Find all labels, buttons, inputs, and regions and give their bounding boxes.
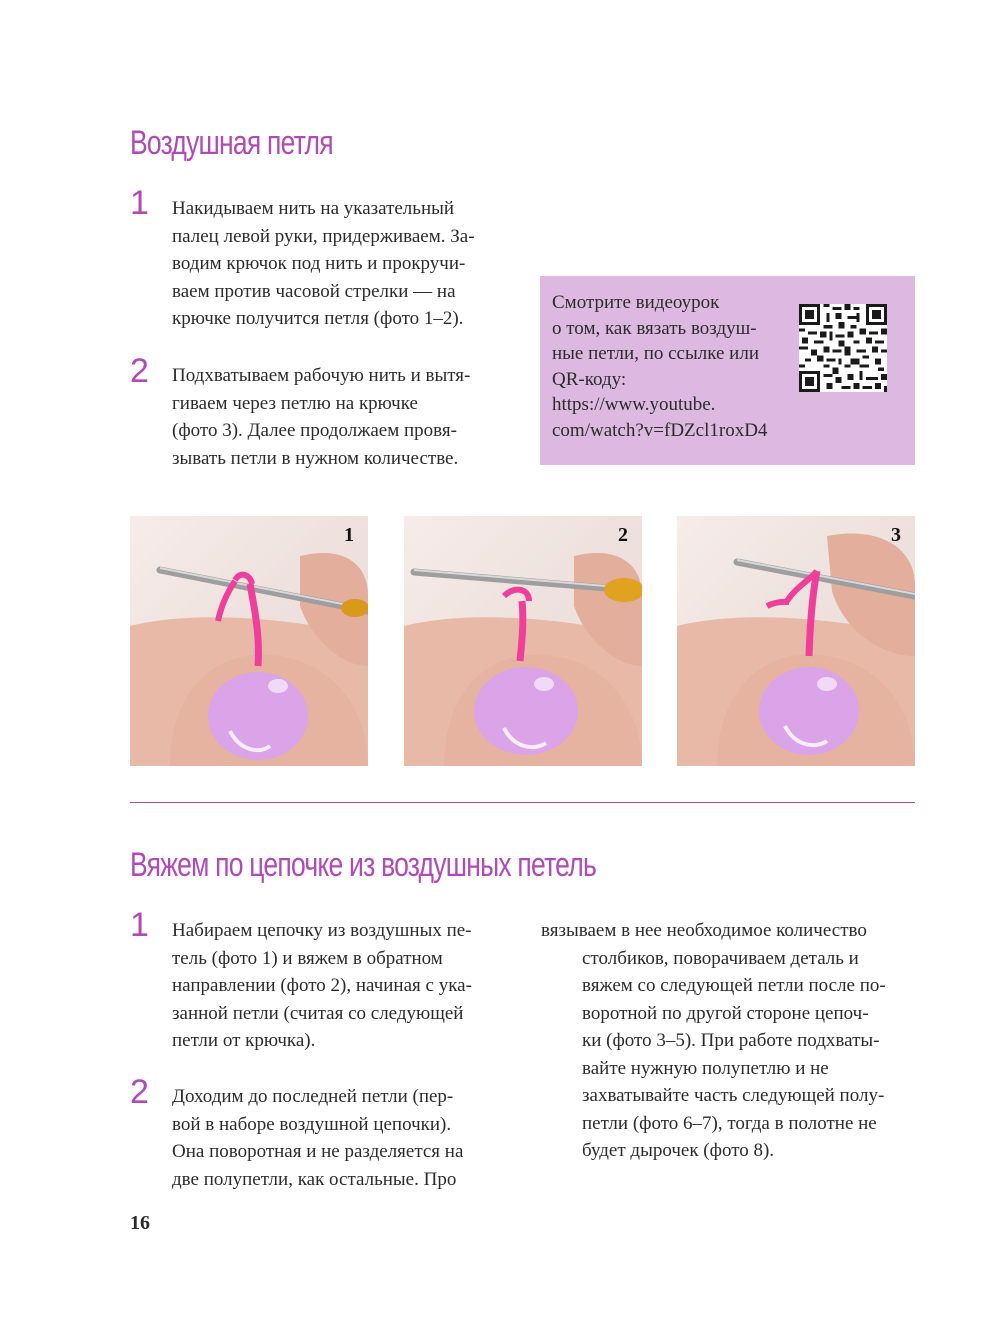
video-lesson-text	[552, 290, 792, 443]
text-line: вязываем в нее необходимое количество	[541, 920, 867, 941]
section-heading-chain: Вяжем по цепочке из воздушных петель	[130, 846, 596, 884]
section-divider	[130, 802, 915, 803]
text-line: о том, как вязать воздуш-	[552, 317, 757, 339]
text-line: водим крючок под нить и прокручи-	[172, 253, 466, 274]
photo-1	[130, 516, 368, 766]
text-line: ки (фото 3–5). При работе подхваты-	[582, 1030, 880, 1051]
crochet-hand-illustration	[677, 516, 915, 766]
text-line: петли (фото 6–7), тогда в полотне не	[582, 1112, 877, 1134]
text-line: вайте нужную полупетлю и не	[582, 1057, 829, 1079]
text-line: воротной по другой стороне цепоч-	[582, 1002, 869, 1024]
text-line: ваем против часовой стрелки — на	[172, 280, 456, 302]
text-line: петли от крючка).	[172, 1030, 316, 1051]
step-text	[172, 195, 475, 333]
step-number: 2	[130, 352, 149, 390]
text-line: Накидываем нить на указательный	[172, 198, 455, 219]
photo-3	[677, 516, 915, 766]
text-line: тель (фото 1) и вяжем в обратном	[172, 947, 443, 969]
text-line: Доходим до последней петли (пер-	[172, 1086, 454, 1107]
text-line: направлении (фото 2), начиная с ука-	[172, 975, 472, 996]
text-line: столбиков, поворачиваем деталь и	[582, 947, 859, 969]
photo-number: 3	[891, 524, 901, 546]
text-line: Набираем цепочку из воздушных пе-	[172, 920, 472, 941]
text-line: захватывайте часть следующей полу-	[582, 1085, 885, 1106]
continuation-text	[541, 917, 886, 1165]
text-line: занной петли (считая со следующей	[172, 1002, 464, 1024]
qr-code-icon[interactable]	[799, 304, 887, 392]
text-line: крючке получится петля (фото 1–2).	[172, 308, 464, 329]
step-text	[172, 1083, 463, 1193]
step-text	[172, 917, 472, 1055]
crochet-hand-illustration	[130, 516, 368, 766]
step-text	[172, 362, 470, 472]
step-number: 2	[130, 1073, 149, 1111]
text-line: Подхватываем рабочую нить и вытя-	[172, 365, 471, 386]
photo-number: 1	[344, 524, 354, 546]
text-line: QR-коду:	[552, 368, 627, 390]
text-line: вяжем со следующей петли после по-	[582, 975, 886, 996]
step-number: 1	[130, 906, 149, 944]
text-line: Смотрите видеоурок	[552, 292, 720, 313]
photo-number: 2	[618, 524, 628, 546]
section-heading-air-loop: Воздушная петля	[130, 124, 333, 162]
step-number: 1	[130, 184, 149, 222]
text-line: две полупетли, как остальные. Про	[172, 1168, 457, 1190]
text-line: зывать петли в нужном количестве.	[172, 447, 459, 469]
video-lesson-box	[540, 276, 915, 465]
video-link[interactable]: com/watch?v=fDZcl1roxD4	[552, 419, 768, 441]
text-line: (фото 3). Далее продолжаем провя-	[172, 420, 457, 441]
text-line: ные петли, по ссылке или	[552, 343, 759, 364]
text-line: будет дырочек (фото 8).	[582, 1140, 775, 1161]
text-line: вой в наборе воздушной цепочки).	[172, 1113, 452, 1135]
text-line: гиваем через петлю на крючке	[172, 392, 418, 414]
crochet-hand-illustration	[404, 516, 642, 766]
photo-2	[404, 516, 642, 766]
text-line: Она поворотная и не разделяется на	[172, 1141, 464, 1162]
text-line: палец левой руки, придерживаем. За-	[172, 225, 475, 247]
page-number: 16	[130, 1212, 150, 1234]
video-link[interactable]: https://www.youtube.	[552, 394, 716, 415]
